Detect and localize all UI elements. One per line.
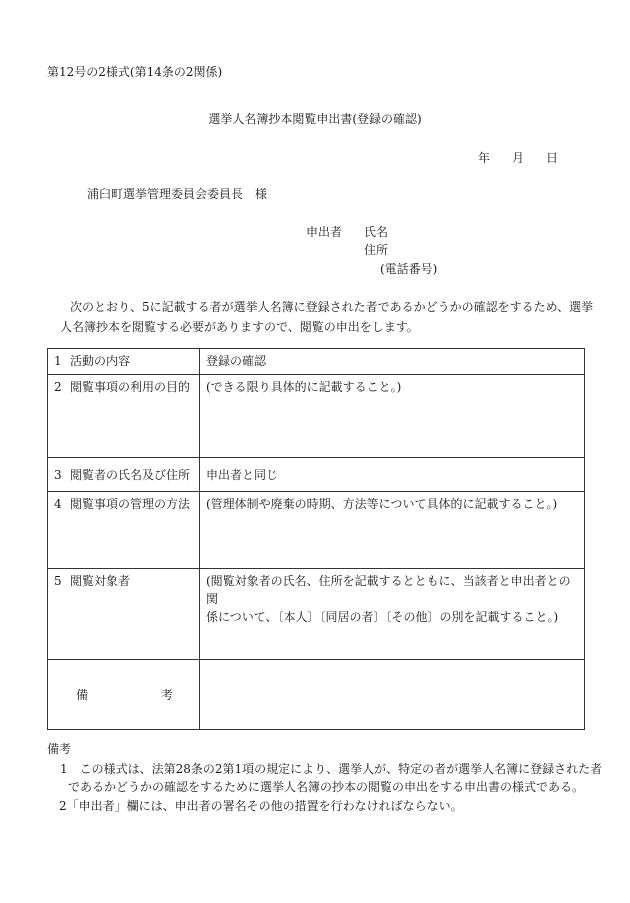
note-1-line-1: 1 この様式は、法第28条の2第1項の規定により、選挙人が、特定の者が選挙人名簿に登録された者: [60, 762, 603, 776]
note-1-line-2: であるかどうかの確認をするために選挙人名簿の抄本の閲覧の申出をする申出書の様式である。: [68, 780, 585, 794]
row-label: [48, 492, 200, 569]
row-label: [48, 375, 200, 458]
table-row: [48, 569, 585, 660]
row-number: 2: [54, 380, 62, 394]
remarks-label: [48, 660, 200, 730]
row-value: 登録の確認: [200, 349, 585, 375]
row-number: 4: [54, 497, 62, 511]
applicant-phone-label: (電話番号): [380, 262, 438, 276]
document-title: 選挙人名簿抄本閲覧申出書(登録の確認): [208, 112, 422, 126]
table-row: [48, 660, 585, 730]
row-value: (管理体制や廃棄の時期、方法等について具体的に記載すること。): [200, 492, 585, 569]
row-value-line-2: 係について、〔本人〕〔同居の者〕〔その他〕の別を記載すること。): [206, 610, 559, 624]
date-day: 日: [546, 151, 559, 165]
table-row: [48, 349, 585, 375]
row-label-text: 閲覧者の氏名及び住所: [70, 467, 191, 482]
row-label: [48, 458, 200, 492]
row-number: 1: [54, 354, 62, 368]
table-row: [48, 492, 585, 569]
row-number: 5: [54, 574, 62, 588]
applicant-label: 申出者: [306, 225, 343, 239]
row-label-text: 閲覧対象者: [70, 574, 131, 588]
row-value: 申出者と同じ: [200, 458, 585, 492]
row-value: (できる限り具体的に記載すること。): [200, 375, 585, 458]
row-number: 3: [54, 467, 62, 482]
notes-heading: 備考: [47, 742, 72, 756]
row-value: [200, 569, 585, 660]
table-row: [48, 375, 585, 458]
row-value-line-1: (閲覧対象者の氏名、住所を記載するとともに、当該者と申出者との関: [206, 574, 571, 606]
body-text: [60, 297, 594, 337]
applicant-name-label: 氏名: [364, 225, 389, 239]
body-text-line-1: 次のとおり、5に記載する者が選挙人名簿に登録された者であるかどうかの確認をするため、選挙: [70, 300, 594, 314]
table-row: [48, 458, 585, 492]
date-line: [478, 150, 558, 166]
remarks-char-2: 考: [160, 687, 173, 702]
date-month: 月: [512, 151, 525, 165]
details-table: [47, 348, 585, 730]
remarks-value: [200, 660, 585, 730]
form-number: 第12号の2様式(第14条の2関係): [47, 65, 223, 79]
row-label: [48, 349, 200, 375]
row-label: [48, 569, 200, 660]
applicant-address-label: 住所: [364, 243, 389, 257]
row-label-text: 閲覧事項の利用の目的: [70, 380, 191, 394]
row-label-text: 閲覧事項の管理の方法: [70, 497, 191, 511]
row-label-text: 活動の内容: [70, 354, 131, 368]
addressee: 浦臼町選挙管理委員会委員長 様: [87, 187, 268, 201]
body-text-line-2: 人名簿抄本を閲覧する必要がありますので、閲覧の申出をします。: [60, 320, 419, 334]
remarks-char-1: 備: [76, 687, 89, 702]
note-2: 2「申出者」欄には、申出者の署名その他の措置を行わなければならない。: [59, 799, 463, 813]
date-year: 年: [478, 151, 491, 165]
